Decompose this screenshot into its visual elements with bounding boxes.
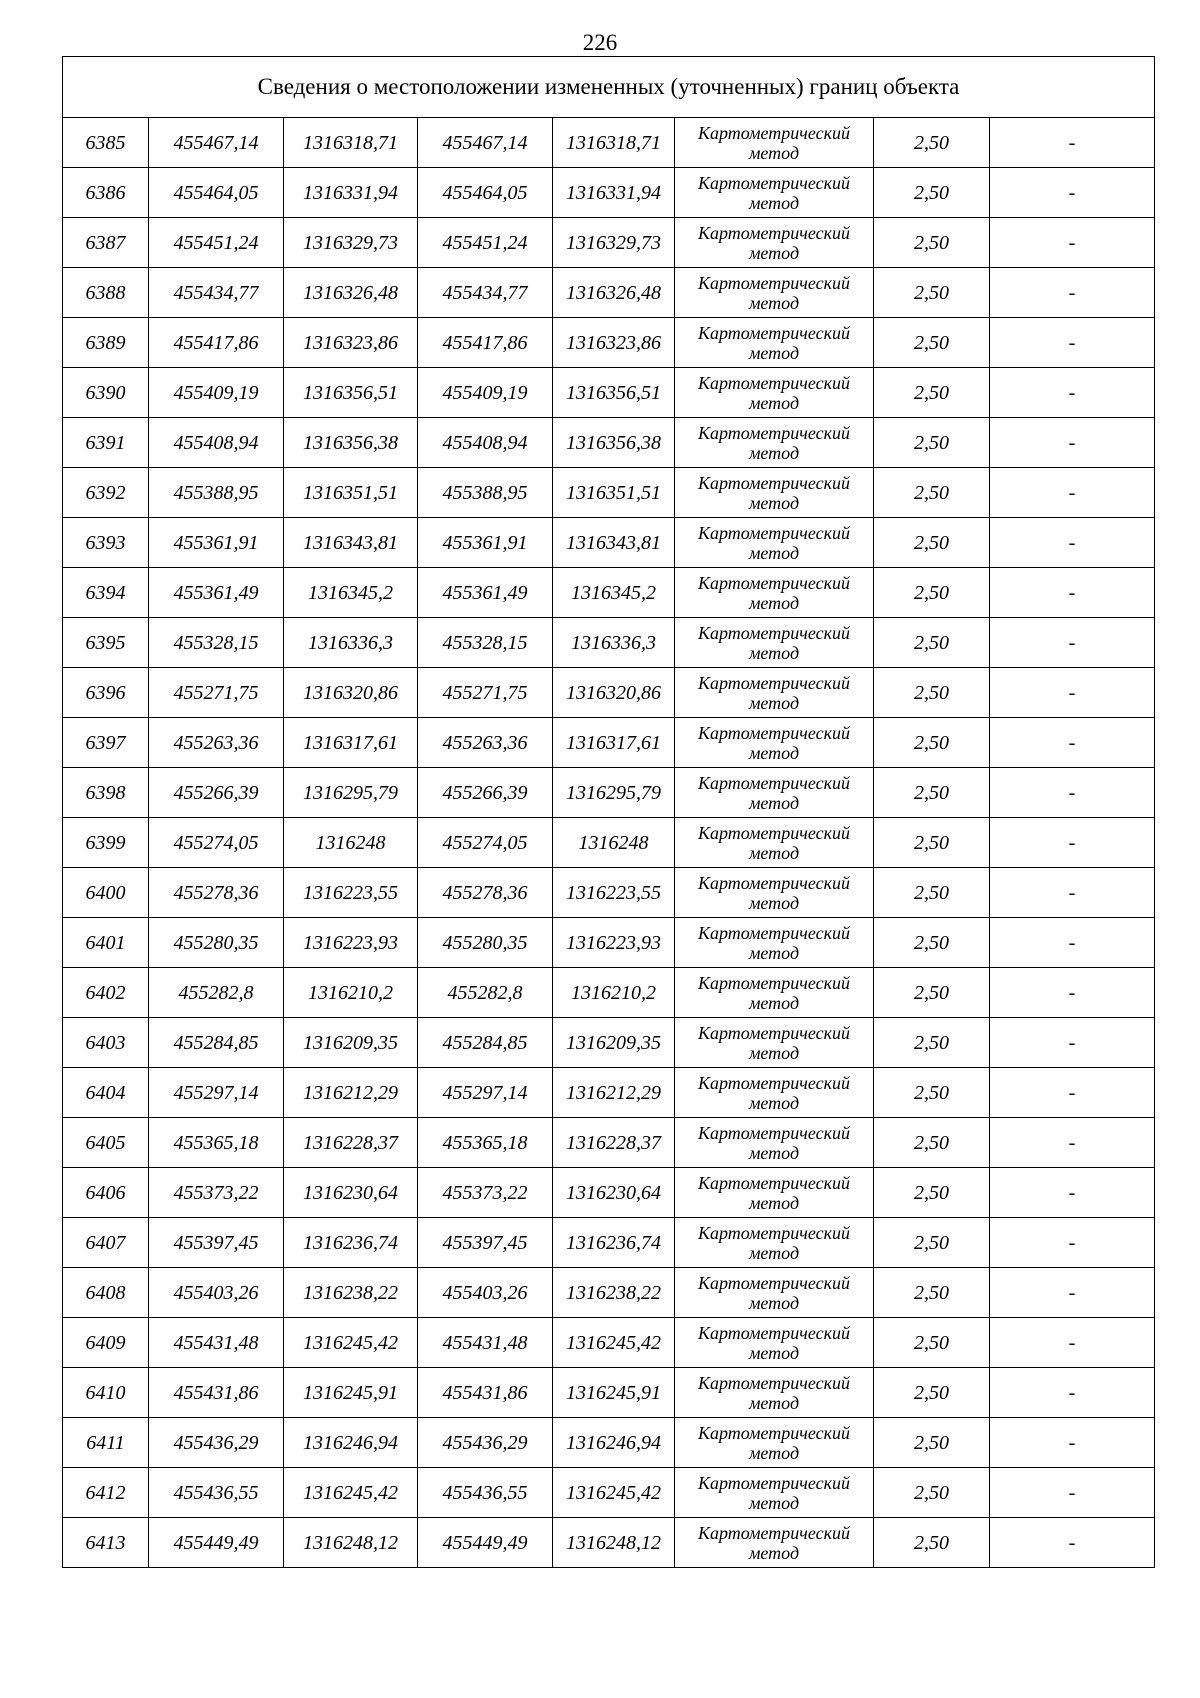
y-new-cell: 1316317,61 [553, 718, 675, 768]
method-cell: Картометрический метод [675, 518, 874, 568]
x-new-cell: 455365,18 [418, 1118, 553, 1168]
y-new-cell: 1316345,2 [553, 568, 675, 618]
point-number-cell: 6397 [63, 718, 149, 768]
description-cell: - [990, 868, 1155, 918]
y-existing-cell: 1316317,61 [284, 718, 418, 768]
y-new-cell: 1316318,71 [553, 118, 675, 168]
y-new-cell: 1316295,79 [553, 768, 675, 818]
y-new-cell: 1316356,38 [553, 418, 675, 468]
x-new-cell: 455284,85 [418, 1018, 553, 1068]
table-row [63, 1168, 1155, 1218]
table-row [63, 768, 1155, 818]
x-new-cell: 455467,14 [418, 118, 553, 168]
y-new-cell: 1316356,51 [553, 368, 675, 418]
y-new-cell: 1316248 [553, 818, 675, 868]
point-number-cell: 6412 [63, 1468, 149, 1518]
point-number-cell: 6396 [63, 668, 149, 718]
point-number-cell: 6402 [63, 968, 149, 1018]
y-existing-cell: 1316245,42 [284, 1468, 418, 1518]
y-new-cell: 1316230,64 [553, 1168, 675, 1218]
boundary-coordinates-table [62, 56, 1155, 1568]
y-existing-cell: 1316248 [284, 818, 418, 868]
x-existing-cell: 455280,35 [149, 918, 284, 968]
y-new-cell: 1316336,3 [553, 618, 675, 668]
y-existing-cell: 1316329,73 [284, 218, 418, 268]
point-number-cell: 6403 [63, 1018, 149, 1068]
accuracy-cell: 2,50 [874, 168, 990, 218]
description-cell: - [990, 1418, 1155, 1468]
method-cell: Картометрический метод [675, 418, 874, 468]
table-row [63, 1268, 1155, 1318]
description-cell: - [990, 768, 1155, 818]
x-new-cell: 455266,39 [418, 768, 553, 818]
description-cell: - [990, 368, 1155, 418]
accuracy-cell: 2,50 [874, 1418, 990, 1468]
accuracy-cell: 2,50 [874, 1368, 990, 1418]
x-new-cell: 455431,48 [418, 1318, 553, 1368]
x-existing-cell: 455263,36 [149, 718, 284, 768]
description-cell: - [990, 1368, 1155, 1418]
method-cell: Картометрический метод [675, 218, 874, 268]
description-cell: - [990, 718, 1155, 768]
x-new-cell: 455297,14 [418, 1068, 553, 1118]
method-cell: Картометрический метод [675, 1518, 874, 1568]
accuracy-cell: 2,50 [874, 718, 990, 768]
method-cell: Картометрический метод [675, 868, 874, 918]
accuracy-cell: 2,50 [874, 868, 990, 918]
y-new-cell: 1316210,2 [553, 968, 675, 1018]
accuracy-cell: 2,50 [874, 518, 990, 568]
point-number-cell: 6413 [63, 1518, 149, 1568]
method-cell: Картометрический метод [675, 1118, 874, 1168]
x-existing-cell: 455297,14 [149, 1068, 284, 1118]
accuracy-cell: 2,50 [874, 268, 990, 318]
description-cell: - [990, 1118, 1155, 1168]
table-row [63, 1218, 1155, 1268]
x-existing-cell: 455408,94 [149, 418, 284, 468]
y-new-cell: 1316320,86 [553, 668, 675, 718]
accuracy-cell: 2,50 [874, 1018, 990, 1068]
description-cell: - [990, 418, 1155, 468]
x-existing-cell: 455361,91 [149, 518, 284, 568]
method-cell: Картометрический метод [675, 368, 874, 418]
description-cell: - [990, 1518, 1155, 1568]
y-new-cell: 1316228,37 [553, 1118, 675, 1168]
page-number: 226 [582, 30, 618, 55]
y-existing-cell: 1316331,94 [284, 168, 418, 218]
x-new-cell: 455328,15 [418, 618, 553, 668]
y-existing-cell: 1316323,86 [284, 318, 418, 368]
method-cell: Картометрический метод [675, 1418, 874, 1468]
method-cell: Картометрический метод [675, 1468, 874, 1518]
description-cell: - [990, 1218, 1155, 1268]
table-row [63, 1118, 1155, 1168]
description-cell: - [990, 518, 1155, 568]
x-new-cell: 455361,91 [418, 518, 553, 568]
x-new-cell: 455282,8 [418, 968, 553, 1018]
y-new-cell: 1316326,48 [553, 268, 675, 318]
description-cell: - [990, 1268, 1155, 1318]
y-existing-cell: 1316356,38 [284, 418, 418, 468]
point-number-cell: 6399 [63, 818, 149, 868]
table-row [63, 1418, 1155, 1468]
description-cell: - [990, 918, 1155, 968]
table-row [63, 1518, 1155, 1568]
y-existing-cell: 1316223,55 [284, 868, 418, 918]
method-cell: Картометрический метод [675, 268, 874, 318]
table-row [63, 118, 1155, 168]
method-cell: Картометрический метод [675, 318, 874, 368]
method-cell: Картометрический метод [675, 668, 874, 718]
x-existing-cell: 455284,85 [149, 1018, 284, 1068]
point-number-cell: 6393 [63, 518, 149, 568]
point-number-cell: 6398 [63, 768, 149, 818]
accuracy-cell: 2,50 [874, 218, 990, 268]
table-row [63, 718, 1155, 768]
method-cell: Картометрический метод [675, 1268, 874, 1318]
y-existing-cell: 1316320,86 [284, 668, 418, 718]
method-cell: Картометрический метод [675, 1368, 874, 1418]
point-number-cell: 6387 [63, 218, 149, 268]
method-cell: Картометрический метод [675, 768, 874, 818]
point-number-cell: 6386 [63, 168, 149, 218]
x-new-cell: 455434,77 [418, 268, 553, 318]
accuracy-cell: 2,50 [874, 668, 990, 718]
y-new-cell: 1316323,86 [553, 318, 675, 368]
x-new-cell: 455274,05 [418, 818, 553, 868]
method-cell: Картометрический метод [675, 968, 874, 1018]
point-number-cell: 6401 [63, 918, 149, 968]
description-cell: - [990, 468, 1155, 518]
x-new-cell: 455278,36 [418, 868, 553, 918]
accuracy-cell: 2,50 [874, 968, 990, 1018]
x-new-cell: 455263,36 [418, 718, 553, 768]
y-new-cell: 1316331,94 [553, 168, 675, 218]
y-existing-cell: 1316336,3 [284, 618, 418, 668]
table-row [63, 418, 1155, 468]
x-new-cell: 455388,95 [418, 468, 553, 518]
x-existing-cell: 455274,05 [149, 818, 284, 868]
table-row [63, 1468, 1155, 1518]
table-row [63, 468, 1155, 518]
method-cell: Картометрический метод [675, 468, 874, 518]
point-number-cell: 6407 [63, 1218, 149, 1268]
x-existing-cell: 455409,19 [149, 368, 284, 418]
description-cell: - [990, 168, 1155, 218]
y-existing-cell: 1316345,2 [284, 568, 418, 618]
method-cell: Картометрический метод [675, 618, 874, 668]
accuracy-cell: 2,50 [874, 418, 990, 468]
x-existing-cell: 455431,48 [149, 1318, 284, 1368]
x-existing-cell: 455467,14 [149, 118, 284, 168]
point-number-cell: 6385 [63, 118, 149, 168]
description-cell: - [990, 1468, 1155, 1518]
accuracy-cell: 2,50 [874, 1118, 990, 1168]
method-cell: Картометрический метод [675, 818, 874, 868]
y-new-cell: 1316236,74 [553, 1218, 675, 1268]
method-cell: Картометрический метод [675, 1318, 874, 1368]
table-title: Сведения о местоположении измененных (уточненных) границ объекта [63, 57, 1155, 118]
x-existing-cell: 455434,77 [149, 268, 284, 318]
method-cell: Картометрический метод [675, 718, 874, 768]
y-existing-cell: 1316245,42 [284, 1318, 418, 1368]
y-new-cell: 1316245,42 [553, 1468, 675, 1518]
x-existing-cell: 455436,55 [149, 1468, 284, 1518]
x-new-cell: 455397,45 [418, 1218, 553, 1268]
x-new-cell: 455408,94 [418, 418, 553, 468]
description-cell: - [990, 268, 1155, 318]
x-new-cell: 455409,19 [418, 368, 553, 418]
x-existing-cell: 455451,24 [149, 218, 284, 268]
y-existing-cell: 1316356,51 [284, 368, 418, 418]
x-new-cell: 455464,05 [418, 168, 553, 218]
y-existing-cell: 1316223,93 [284, 918, 418, 968]
y-existing-cell: 1316248,12 [284, 1518, 418, 1568]
x-existing-cell: 455417,86 [149, 318, 284, 368]
accuracy-cell: 2,50 [874, 918, 990, 968]
table-body [63, 57, 1155, 1568]
y-new-cell: 1316245,42 [553, 1318, 675, 1368]
accuracy-cell: 2,50 [874, 368, 990, 418]
x-new-cell: 455361,49 [418, 568, 553, 618]
y-new-cell: 1316343,81 [553, 518, 675, 568]
accuracy-cell: 2,50 [874, 318, 990, 368]
accuracy-cell: 2,50 [874, 1268, 990, 1318]
x-existing-cell: 455365,18 [149, 1118, 284, 1168]
point-number-cell: 6395 [63, 618, 149, 668]
point-number-cell: 6391 [63, 418, 149, 468]
y-new-cell: 1316209,35 [553, 1018, 675, 1068]
accuracy-cell: 2,50 [874, 468, 990, 518]
accuracy-cell: 2,50 [874, 1068, 990, 1118]
table-row [63, 1368, 1155, 1418]
point-number-cell: 6406 [63, 1168, 149, 1218]
x-existing-cell: 455388,95 [149, 468, 284, 518]
description-cell: - [990, 668, 1155, 718]
point-number-cell: 6388 [63, 268, 149, 318]
point-number-cell: 6411 [63, 1418, 149, 1468]
description-cell: - [990, 218, 1155, 268]
accuracy-cell: 2,50 [874, 568, 990, 618]
y-existing-cell: 1316245,91 [284, 1368, 418, 1418]
method-cell: Картометрический метод [675, 118, 874, 168]
table-row [63, 368, 1155, 418]
y-existing-cell: 1316246,94 [284, 1418, 418, 1468]
y-new-cell: 1316246,94 [553, 1418, 675, 1468]
point-number-cell: 6389 [63, 318, 149, 368]
description-cell: - [990, 618, 1155, 668]
point-number-cell: 6405 [63, 1118, 149, 1168]
x-existing-cell: 455403,26 [149, 1268, 284, 1318]
x-new-cell: 455449,49 [418, 1518, 553, 1568]
table-row [63, 518, 1155, 568]
y-new-cell: 1316223,55 [553, 868, 675, 918]
accuracy-cell: 2,50 [874, 1468, 990, 1518]
y-new-cell: 1316212,29 [553, 1068, 675, 1118]
y-existing-cell: 1316209,35 [284, 1018, 418, 1068]
y-existing-cell: 1316295,79 [284, 768, 418, 818]
x-new-cell: 455451,24 [418, 218, 553, 268]
table-row [63, 268, 1155, 318]
y-new-cell: 1316248,12 [553, 1518, 675, 1568]
point-number-cell: 6390 [63, 368, 149, 418]
x-existing-cell: 455449,49 [149, 1518, 284, 1568]
y-new-cell: 1316245,91 [553, 1368, 675, 1418]
y-new-cell: 1316238,22 [553, 1268, 675, 1318]
x-new-cell: 455403,26 [418, 1268, 553, 1318]
description-cell: - [990, 968, 1155, 1018]
y-existing-cell: 1316230,64 [284, 1168, 418, 1218]
point-number-cell: 6409 [63, 1318, 149, 1368]
x-existing-cell: 455278,36 [149, 868, 284, 918]
method-cell: Картометрический метод [675, 1018, 874, 1068]
x-existing-cell: 455397,45 [149, 1218, 284, 1268]
description-cell: - [990, 318, 1155, 368]
table-row [63, 968, 1155, 1018]
x-new-cell: 455373,22 [418, 1168, 553, 1218]
accuracy-cell: 2,50 [874, 1318, 990, 1368]
method-cell: Картометрический метод [675, 1168, 874, 1218]
point-number-cell: 6400 [63, 868, 149, 918]
x-existing-cell: 455361,49 [149, 568, 284, 618]
description-cell: - [990, 1168, 1155, 1218]
accuracy-cell: 2,50 [874, 818, 990, 868]
method-cell: Картометрический метод [675, 168, 874, 218]
x-existing-cell: 455373,22 [149, 1168, 284, 1218]
method-cell: Картометрический метод [675, 1068, 874, 1118]
y-existing-cell: 1316236,74 [284, 1218, 418, 1268]
table-row [63, 818, 1155, 868]
x-existing-cell: 455464,05 [149, 168, 284, 218]
method-cell: Картометрический метод [675, 1218, 874, 1268]
description-cell: - [990, 1018, 1155, 1068]
description-cell: - [990, 568, 1155, 618]
table-row [63, 1318, 1155, 1368]
table-row [63, 568, 1155, 618]
table-title-row [63, 57, 1155, 118]
point-number-cell: 6410 [63, 1368, 149, 1418]
y-existing-cell: 1316343,81 [284, 518, 418, 568]
y-existing-cell: 1316210,2 [284, 968, 418, 1018]
x-existing-cell: 455431,86 [149, 1368, 284, 1418]
description-cell: - [990, 1318, 1155, 1368]
table-row [63, 318, 1155, 368]
description-cell: - [990, 1068, 1155, 1118]
table-row [63, 218, 1155, 268]
y-existing-cell: 1316326,48 [284, 268, 418, 318]
description-cell: - [990, 118, 1155, 168]
x-new-cell: 455271,75 [418, 668, 553, 718]
y-new-cell: 1316351,51 [553, 468, 675, 518]
table-row [63, 168, 1155, 218]
y-new-cell: 1316329,73 [553, 218, 675, 268]
accuracy-cell: 2,50 [874, 618, 990, 668]
point-number-cell: 6392 [63, 468, 149, 518]
table-row [63, 618, 1155, 668]
accuracy-cell: 2,50 [874, 1168, 990, 1218]
y-existing-cell: 1316228,37 [284, 1118, 418, 1168]
point-number-cell: 6408 [63, 1268, 149, 1318]
y-existing-cell: 1316318,71 [284, 118, 418, 168]
table-row [63, 918, 1155, 968]
x-existing-cell: 455271,75 [149, 668, 284, 718]
table-row [63, 868, 1155, 918]
y-existing-cell: 1316212,29 [284, 1068, 418, 1118]
accuracy-cell: 2,50 [874, 768, 990, 818]
accuracy-cell: 2,50 [874, 1218, 990, 1268]
point-number-cell: 6394 [63, 568, 149, 618]
x-existing-cell: 455266,39 [149, 768, 284, 818]
accuracy-cell: 2,50 [874, 1518, 990, 1568]
x-new-cell: 455436,55 [418, 1468, 553, 1518]
x-existing-cell: 455328,15 [149, 618, 284, 668]
point-number-cell: 6404 [63, 1068, 149, 1118]
x-existing-cell: 455436,29 [149, 1418, 284, 1468]
x-new-cell: 455436,29 [418, 1418, 553, 1468]
x-new-cell: 455431,86 [418, 1368, 553, 1418]
x-new-cell: 455417,86 [418, 318, 553, 368]
table-row [63, 1018, 1155, 1068]
x-new-cell: 455280,35 [418, 918, 553, 968]
description-cell: - [990, 818, 1155, 868]
accuracy-cell: 2,50 [874, 118, 990, 168]
table-row [63, 1068, 1155, 1118]
method-cell: Картометрический метод [675, 568, 874, 618]
y-existing-cell: 1316351,51 [284, 468, 418, 518]
y-existing-cell: 1316238,22 [284, 1268, 418, 1318]
method-cell: Картометрический метод [675, 918, 874, 968]
y-new-cell: 1316223,93 [553, 918, 675, 968]
x-existing-cell: 455282,8 [149, 968, 284, 1018]
table-row [63, 668, 1155, 718]
